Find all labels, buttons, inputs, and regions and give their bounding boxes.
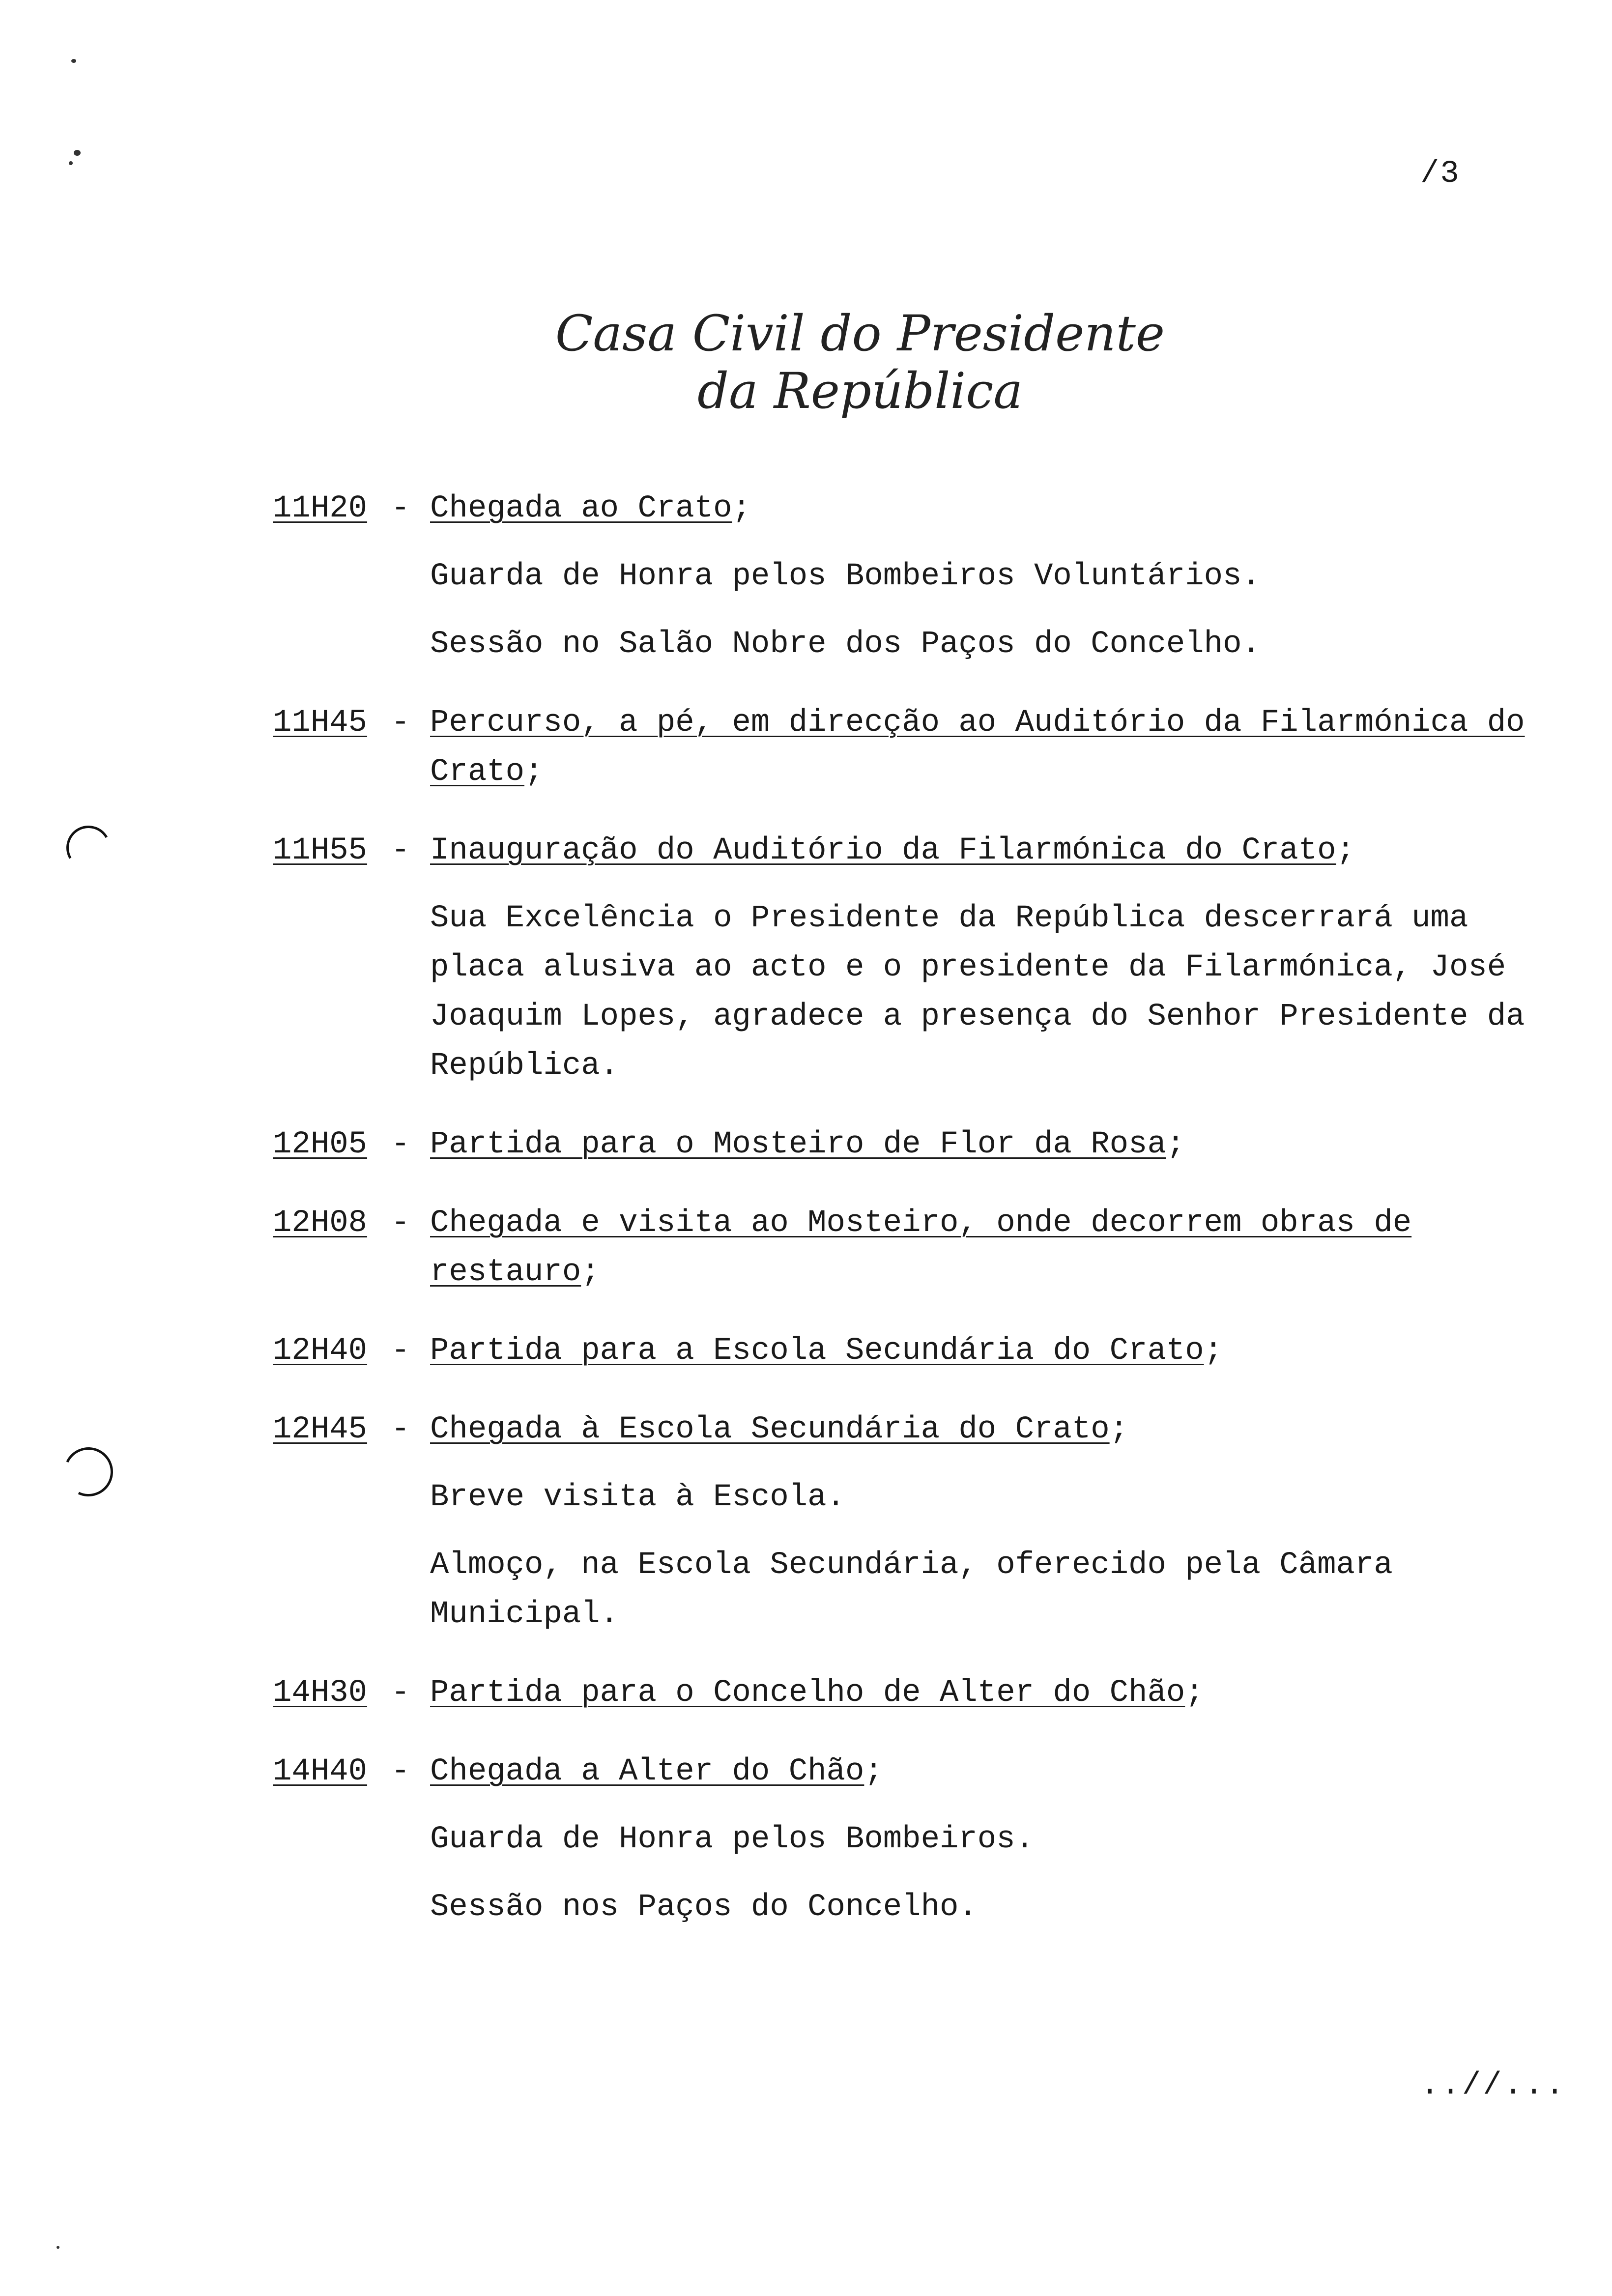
entry-detail: Guarda de Honra pelos Bombeiros Voluntários. — [430, 559, 1261, 594]
entry-detail: Sua Excelência o Presidente da República descerrará uma placa alusiva ao acto e o presidente da Filarmónica, José Joaquim Lopes, agradece a presença do Senhor Presidente da República. — [430, 901, 1525, 1084]
entry-content — [430, 698, 1551, 797]
entry-time: 11H45 — [273, 705, 368, 741]
letterhead: Casa Civil do Presidente da República — [555, 305, 1165, 420]
entry-separator: - — [391, 705, 410, 741]
entry-detail: Guarda de Honra pelos Bombeiros. — [430, 1822, 1034, 1857]
schedule-entry — [273, 1326, 1551, 1376]
punch-hole-mark — [57, 1440, 120, 1503]
entry-title-text: Chegada ao Crato — [430, 491, 732, 526]
entry-title — [430, 1120, 1551, 1169]
entry-content — [430, 1747, 1551, 1932]
entry-separator: - — [391, 1205, 410, 1241]
entry-detail: Almoço, na Escola Secundária, oferecido pela Câmara Municipal. — [430, 1548, 1393, 1632]
entry-separator: - — [391, 1412, 410, 1447]
entry-title-suffix: ; — [864, 1754, 883, 1789]
schedule-entry — [273, 1668, 1551, 1718]
entry-content — [430, 1199, 1551, 1297]
entry-title-text: Percurso, a pé, em direcção ao Auditório da Filarmónica do Crato — [430, 705, 1525, 790]
entry-title — [430, 1326, 1551, 1376]
entry-content — [430, 1668, 1551, 1718]
schedule-entry — [273, 484, 1551, 669]
scan-speck — [74, 150, 81, 156]
schedule-entry — [273, 826, 1551, 1091]
entry-title — [430, 1668, 1551, 1718]
entry-title — [430, 1747, 1551, 1796]
schedule-entry — [273, 1120, 1551, 1169]
entry-title-text: Inauguração do Auditório da Filarmónica do Crato — [430, 833, 1336, 868]
schedule-entry — [273, 1747, 1551, 1932]
entry-detail: Sessão no Salão Nobre dos Paços do Concelho. — [430, 627, 1261, 662]
entry-detail: Breve visita à Escola. — [430, 1480, 845, 1515]
entry-title-suffix: ; — [1185, 1675, 1204, 1711]
entry-separator: - — [391, 1754, 410, 1789]
entry-content — [430, 1120, 1551, 1169]
entry-title-suffix: ; — [524, 754, 544, 790]
entry-separator: - — [391, 491, 410, 526]
page-number: /3 — [1420, 156, 1460, 192]
entry-title — [430, 484, 1551, 533]
entry-time: 14H30 — [273, 1675, 368, 1711]
entry-time: 12H05 — [273, 1127, 368, 1162]
scan-speck — [69, 161, 73, 165]
entry-title-text: Chegada a Alter do Chão — [430, 1754, 864, 1789]
entry-title-text: Partida para a Escola Secundária do Crato — [430, 1333, 1204, 1369]
schedule-entry — [273, 698, 1551, 797]
entry-separator: - — [391, 1675, 410, 1711]
schedule — [273, 484, 1551, 1961]
scan-speck — [57, 2246, 59, 2249]
schedule-entry — [273, 1199, 1551, 1297]
entry-content — [430, 1405, 1551, 1639]
entry-title-text: Chegada e visita ao Mosteiro, onde decorrem obras de restauro — [430, 1205, 1412, 1290]
entry-title — [430, 1199, 1551, 1297]
continuation-mark: ..//... — [1420, 2068, 1566, 2103]
schedule-entry — [273, 1405, 1551, 1639]
entry-time: 12H40 — [273, 1333, 368, 1369]
entry-title-suffix: ; — [1109, 1412, 1129, 1447]
entry-time: 11H20 — [273, 491, 368, 526]
entry-title-suffix: ; — [732, 491, 751, 526]
entry-separator: - — [391, 1127, 410, 1162]
entry-time: 14H40 — [273, 1754, 368, 1789]
punch-hole-mark — [61, 821, 115, 875]
entry-title-text: Partida para o Mosteiro de Flor da Rosa — [430, 1127, 1166, 1162]
entry-detail: Sessão nos Paços do Concelho. — [430, 1890, 978, 1925]
scan-speck — [71, 59, 76, 63]
entry-time: 11H55 — [273, 833, 368, 868]
entry-title — [430, 826, 1551, 875]
entry-title-text: Partida para o Concelho de Alter do Chão — [430, 1675, 1185, 1711]
entry-separator: - — [391, 1333, 410, 1369]
entry-title-suffix: ; — [1204, 1333, 1223, 1369]
entry-content — [430, 1326, 1551, 1376]
entry-title — [430, 1405, 1551, 1454]
entry-time: 12H08 — [273, 1205, 368, 1241]
entry-title-suffix: ; — [1166, 1127, 1185, 1162]
entry-content — [430, 484, 1551, 669]
entry-title — [430, 698, 1551, 797]
entry-time: 12H45 — [273, 1412, 368, 1447]
entry-content — [430, 826, 1551, 1091]
entry-title-text: Chegada à Escola Secundária do Crato — [430, 1412, 1110, 1447]
entry-title-suffix: ; — [1336, 833, 1355, 868]
entry-separator: - — [391, 833, 410, 868]
entry-title-suffix: ; — [581, 1255, 600, 1290]
